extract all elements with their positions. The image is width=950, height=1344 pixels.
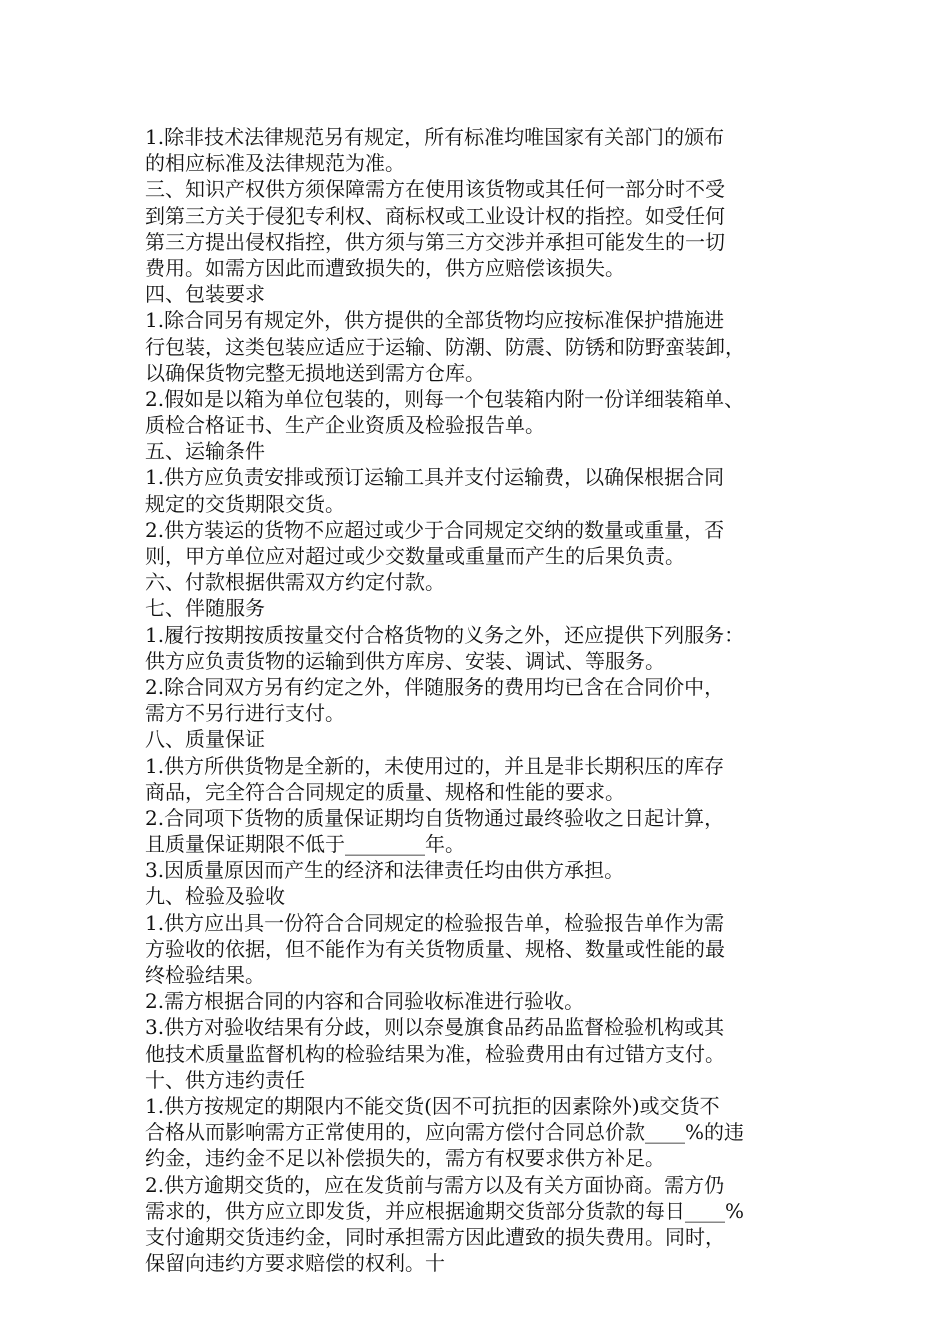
text-line: 则，甲方单位应对超过或少交数量或重量而产生的后果负责。 bbox=[145, 544, 685, 568]
text-line: 到第三方关于侵犯专利权、商标权或工业设计权的指控。如受任何 bbox=[145, 203, 725, 228]
text-line: 2.供方装运的货物不应超过或少于合同规定交纳的数量或重量，否 bbox=[145, 517, 725, 542]
text-line: 方验收的依据，但不能作为有关货物质量、规格、数量或性能的最 bbox=[145, 936, 725, 961]
text-line: 供方应负责货物的运输到供方库房、安装、调试、等服务。 bbox=[145, 648, 665, 673]
text-line: 2.除合同双方另有约定之外，伴随服务的费用均已含在合同价中， bbox=[145, 674, 725, 699]
text-line: 2.合同项下货物的质量保证期均自货物通过最终验收之日起计算， bbox=[145, 805, 725, 830]
text-line: 他技术质量监督机构的检验结果为准，检验费用由有过错方支付。 bbox=[145, 1041, 725, 1066]
text-line: 1.供方应出具一份符合合同规定的检验报告单，检验报告单作为需 bbox=[145, 910, 725, 935]
text-line: 3.因质量原因而产生的经济和法律责任均由供方承担。 bbox=[145, 858, 625, 883]
text-line: 需求的，供方应立即发货，并应根据逾期交货部分货款的每日____% bbox=[145, 1198, 745, 1223]
text-line: 第三方提出侵权指控，供方须与第三方交涉并承担可能发生的一切 bbox=[145, 229, 725, 254]
text-line: 商品，完全符合合同规定的质量、规格和性能的要求。 bbox=[145, 779, 625, 804]
text-line: 费用。如需方因此而遭致损失的，供方应赔偿该损失。 bbox=[145, 255, 625, 280]
text-line: 1.供方所供货物是全新的，未使用过的，并且是非长期积压的库存 bbox=[145, 753, 725, 778]
section-heading-7: 七、伴随服务 bbox=[145, 596, 265, 621]
text-line: 合格从而影响需方正常使用的，应向需方偿付合同总价款____%的违 bbox=[145, 1120, 745, 1145]
section-heading-10: 十、供方违约责任 bbox=[145, 1067, 305, 1092]
text-line: 2.供方逾期交货的，应在发货前与需方以及有关方面协商。需方仍 bbox=[145, 1172, 725, 1197]
section-heading-8: 八、质量保证 bbox=[145, 727, 265, 752]
text-line: 2.需方根据合同的内容和合同验收标准进行验收。 bbox=[145, 989, 585, 1014]
section-heading-5: 五、运输条件 bbox=[145, 439, 265, 464]
section-heading-6: 六、付款根据供需双方约定付款。 bbox=[145, 570, 445, 595]
text-line: 1.履行按期按质按量交付合格货物的义务之外，还应提供下列服务： bbox=[145, 622, 745, 647]
text-line: 支付逾期交货违约金，同时承担需方因此遭致的损失费用。同时， bbox=[145, 1224, 725, 1249]
section-heading-4: 四、包装要求 bbox=[145, 282, 265, 307]
text-line: 质检合格证书、生产企业资质及检验报告单。 bbox=[145, 413, 545, 438]
text-line: 约金，违约金不足以补偿损失的，需方有权要求供方补足。 bbox=[145, 1146, 665, 1171]
text-line: 的相应标准及法律规范为准。 bbox=[145, 151, 405, 176]
text-line: 以确保货物完整无损地送到需方仓库。 bbox=[145, 360, 485, 385]
document-body bbox=[145, 124, 825, 1276]
text-line: 3.供方对验收结果有分歧，则以奈曼旗食品药品监督检验机构或其 bbox=[145, 1015, 725, 1040]
text-line: 1.除合同另有规定外，供方提供的全部货物均应按标准保护措施进 bbox=[145, 308, 725, 333]
text-line: 行包装，这类包装应适应于运输、防潮、防震、防锈和防野蛮装卸， bbox=[145, 334, 745, 359]
text-line: 终检验结果。 bbox=[145, 963, 265, 987]
text-line: 规定的交货期限交货。 bbox=[145, 491, 345, 516]
section-heading-3: 三、知识产权供方须保障需方在使用该货物或其任何一部分时不受 bbox=[145, 177, 725, 202]
text-line: 2.假如是以箱为单位包装的，则每一个包装箱内附一份详细装箱单、 bbox=[145, 386, 745, 411]
text-line: 1.除非技术法律规范另有规定，所有标准均唯国家有关部门的颁布 bbox=[145, 125, 725, 149]
text-line: 1.供方应负责安排或预订运输工具并支付运输费，以确保根据合同 bbox=[145, 465, 725, 490]
text-line: 且质量保证期限不低于________年。 bbox=[145, 832, 465, 857]
text-line: 保留向违约方要求赔偿的权利。十 bbox=[145, 1251, 445, 1276]
text-line: 需方不另行进行支付。 bbox=[145, 701, 345, 726]
section-heading-9: 九、检验及验收 bbox=[145, 884, 285, 909]
text-line: 1.供方按规定的期限内不能交货(因不可抗拒的因素除外)或交货不 bbox=[145, 1093, 720, 1118]
